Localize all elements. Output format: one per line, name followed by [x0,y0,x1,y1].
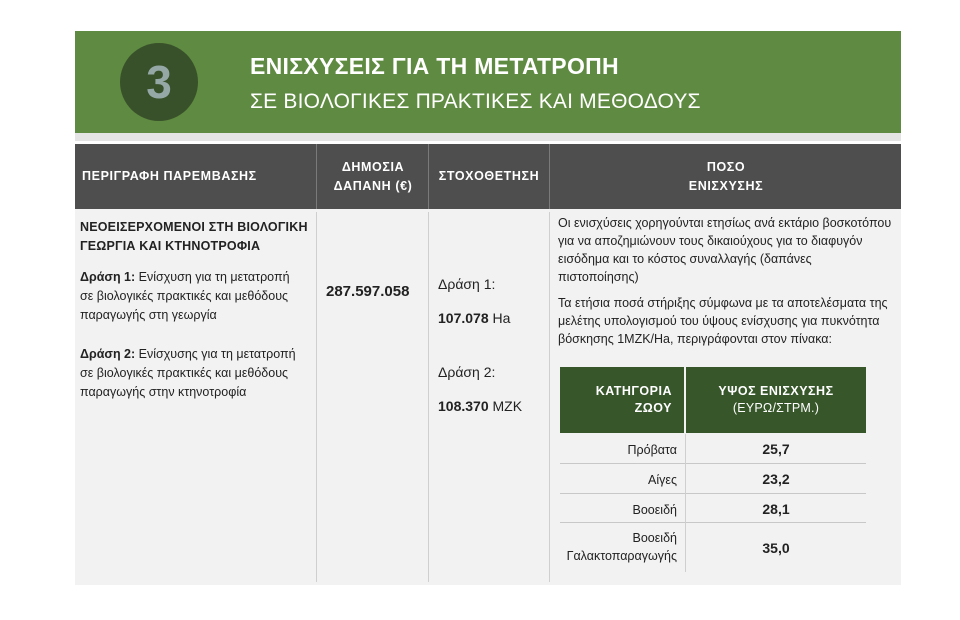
target1-number: 107.078 [438,310,489,326]
heading-line2: ΓΕΩΡΓΙΑ ΚΑΙ ΚΤΗΝΟΤΡΟΦΙΑ [80,239,261,253]
col-header-public-spend [318,144,428,209]
header-divider [428,144,429,209]
table-row [560,464,866,494]
inner-table-divider [685,434,686,572]
animal-category-line2: Γαλακτοπαραγωγής [566,549,677,563]
inner-col2-line1: ΥΨΟΣ ΕΝΙΣΧΥΣΗΣ [718,384,834,398]
heading-line1: ΝΕΟΕΙΣΕΡΧΟΜΕΝΟΙ ΣΤΗ ΒΙΟΛΟΓΙΚΗ [80,220,308,234]
amount-paragraph-1 [558,214,894,286]
animal-category: Πρόβατα [627,443,677,457]
action1-line2: σε βιολογικές πρακτικές και μεθόδους [80,289,289,303]
target2-number: 108.370 [438,398,489,414]
targeting-cell [438,276,522,418]
body-divider [428,212,429,582]
col-header-targeting: ΣΤΟΧΟΘΕΤΗΣΗ [438,169,540,183]
action2-line3: παραγωγής στην κτηνοτροφία [80,385,247,399]
animal-category [567,529,677,565]
aid-amount: 25,7 [762,441,790,457]
amount-description [558,214,894,348]
inner-col1-line2: ΖΩΟΥ [634,401,672,415]
animal-category: Βοοειδή [632,503,677,517]
target2-value [438,398,522,418]
action2-line2: σε βιολογικές πρακτικές και μεθόδους [80,366,289,380]
para2-line3: βόσκησης 1ΜΖΚ/Ha, περιγράφονται στον πίνακα: [558,332,832,346]
intervention-heading [80,218,312,256]
header-banner [75,31,901,133]
action1-line3: παραγωγής στη γεωργία [80,308,217,322]
action1-text [80,268,312,325]
page-title: ΕΝΙΣΧΥΣΕΙΣ ΓΙΑ ΤΗ ΜΕΤΑΤΡΟΠΗ [250,53,619,79]
inner-col2-line2: (ΕΥΡΩ/ΣΤΡΜ.) [732,401,820,415]
col-header-amount [551,144,901,209]
body-divider [549,212,550,582]
inner-col-header-animal [560,367,684,433]
col-header-description: ΠΕΡΙΓΡΑΦΗ ΠΑΡΕΜΒΑΣΗΣ [82,169,257,183]
header-divider [316,144,317,209]
section-number: 3 [146,56,172,108]
col-header-public-spend-line1: ΔΗΜΟΣΙΑ [341,159,405,174]
aid-amount: 28,1 [762,501,790,517]
table-row [560,494,866,523]
target1-unit: Ha [488,310,511,326]
amount-paragraph-2 [558,294,894,348]
inner-col1-line1: ΚΑΤΗΓΟΡΙΑ [595,384,672,398]
action2-label: Δράση 2: [80,347,136,361]
table-row [560,523,866,572]
animal-category-line1: Βοοειδή [632,531,677,545]
section-number-badge [120,43,198,121]
action2-line1: Ενίσχυσης για τη μετατροπή [135,347,296,361]
inner-col-header-amount [686,367,866,433]
action1-label: Δράση 1: [80,270,136,284]
target1-value [438,310,522,330]
header-divider [549,144,550,209]
inner-col-header-animal-text [596,383,684,417]
table-header [75,144,901,209]
para1-line2: για να αποζημιώνουν τους δικαιούχους για το διαφυγόν [558,234,863,248]
public-spend-value: 287.597.058 [326,283,410,300]
col-header-amount-line2: ΕΝΙΣΧΥΣΗΣ [688,178,764,193]
para2-line2: μελέτης υπολογισμού του ύψους ενίσχυσης για πυκνότητα [558,314,880,328]
aid-amount: 35,0 [762,540,790,556]
action2-text [80,345,312,402]
aid-amount: 23,2 [762,471,790,487]
animal-category: Αίγες [648,473,677,487]
table-row [560,434,866,464]
description-cell [80,218,312,402]
target2-unit: ΜΖΚ [488,398,523,414]
para1-line3: εισόδημα και το κόστος συναλλαγής (δαπάνες πιστοποίησης) [558,252,812,284]
banner-shadow [75,133,901,141]
page-subtitle: ΣΕ ΒΙΟΛΟΓΙΚΕΣ ΠΡΑΚΤΙΚΕΣ ΚΑΙ ΜΕΘΟΔΟΥΣ [250,90,701,113]
target1-label: Δράση 1: [438,276,496,292]
para1-line1: Οι ενισχύσεις χορηγούνται ετησίως ανά εκτάριο βοσκοτόπου [558,216,892,230]
para2-line1: Τα ετήσια ποσά στήριξης σύμφωνα με τα αποτελέσματα της [558,296,888,310]
body-divider [316,212,317,582]
target2-label: Δράση 2: [438,364,496,380]
col-header-public-spend-line2: ΔΑΠΑΝΗ (€) [333,178,413,193]
action1-line1: Ενίσχυση για τη μετατροπή [135,270,290,284]
col-header-amount-line1: ΠΟΣΟ [706,159,746,174]
